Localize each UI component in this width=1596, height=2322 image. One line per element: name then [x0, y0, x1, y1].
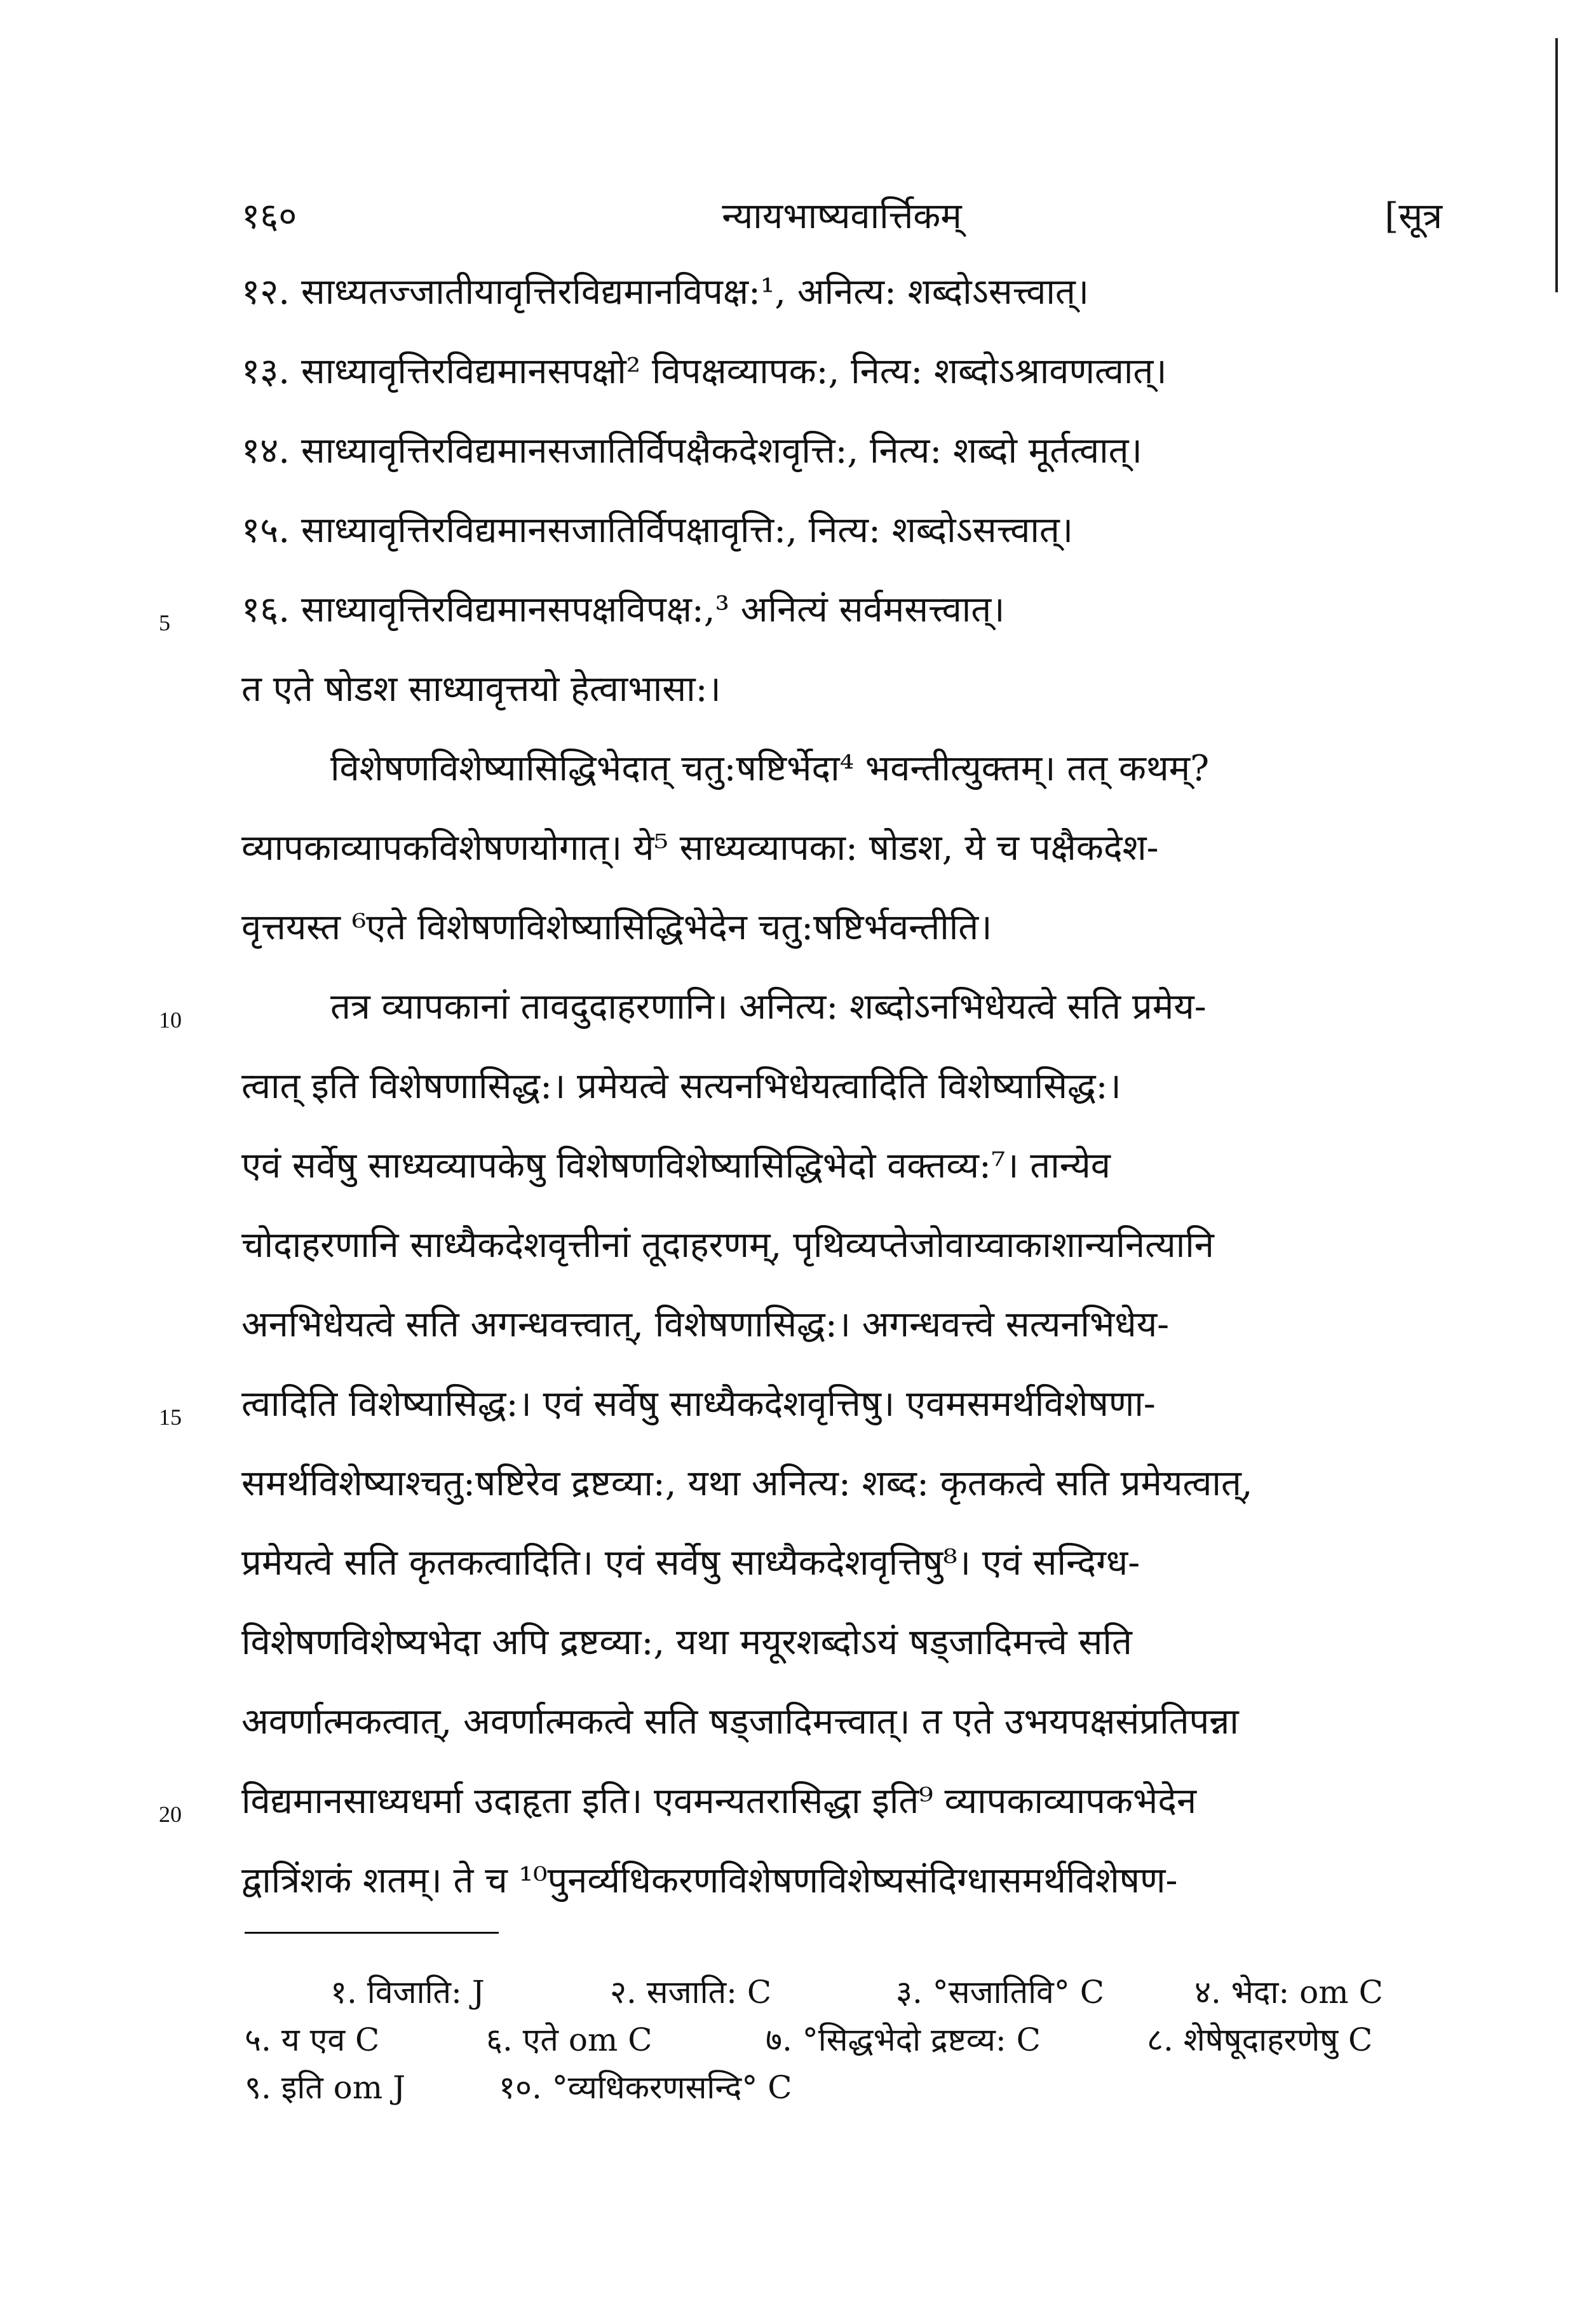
margin-line-number: 10 [159, 1007, 182, 1033]
text-line: व्यापकाव्यापकविशेषणयोगात्। ये⁵ साध्यव्यापका: षोडश, ये च पक्षैकदेश- [241, 827, 1159, 869]
footnote: ७. °सिद्धभेदो द्रष्टव्य: C [766, 2021, 1041, 2058]
footnote: ९. इति om J [245, 2069, 406, 2106]
page-number: १६० [241, 196, 297, 237]
margin-line-number: 20 [159, 1802, 182, 1827]
text-line: १३. साध्यावृत्तिरविद्यमानसपक्षो² विपक्षव्यापक:, नित्य: शब्दोऽश्रावणत्वात्। [241, 351, 1167, 392]
footnote: ६. एते om C [486, 2021, 653, 2058]
text-line: एवं सर्वेषु साध्यव्यापकेषु विशेषणविशेष्यासिद्धिभेदो वक्तव्य:⁷। तान्येव [241, 1145, 1111, 1186]
footnote: १०. °व्यधिकरणसन्दि° C [499, 2069, 792, 2106]
text-line: त एते षोडश साध्यावृत्तयो हेत्वाभासा:। [241, 669, 721, 710]
text-line: विद्यमानसाध्यधर्मा उदाहृता इति। एवमन्यतरासिद्धा इति⁹ व्यापकाव्यापकभेदेन [241, 1781, 1197, 1822]
text-line: १६. साध्यावृत्तिरविद्यमानसपक्षविपक्ष:,³ अनित्यं सर्वमसत्त्वात्। [241, 589, 1005, 630]
footnote-rule [245, 1932, 499, 1934]
footnote: ८. शेषेषूदाहरणेषु C [1147, 2021, 1373, 2058]
text-line: अवर्णात्मकत्वात्, अवर्णात्मकत्वे सति षड्जादिमत्त्वात्। त एते उभयपक्षसंप्रतिपन्ना [241, 1701, 1239, 1742]
text-line: विशेषणविशेष्यासिद्धिभेदात् चतु:षष्टिर्भेदा⁴ भवन्तीत्युक्तम्। तत् कथम्? [330, 748, 1210, 789]
text-line: तत्र व्यापकानां तावदुदाहरणानि। अनित्य: शब्दोऽनभिधेयत्वे सति प्रमेय- [330, 986, 1207, 1028]
text-line: द्वात्रिंशकं शतम्। ते च ¹⁰पुनर्व्यधिकरणविशेषणविशेष्यसंदिग्धासमर्थविशेषण- [241, 1860, 1178, 1901]
section-marker: [सूत्र [1384, 196, 1442, 237]
margin-line-number: 15 [159, 1404, 182, 1430]
text-line: १५. साध्यावृत्तिरविद्यमानसजातिर्विपक्षावृत्ति:, नित्य: शब्दोऽसत्त्वात्। [241, 510, 1074, 551]
text-line: वृत्तयस्त ⁶एते विशेषणविशेष्यासिद्धिभेदेन चतु:षष्टिर्भवन्तीति। [241, 907, 992, 948]
footnote-row [330, 1970, 1531, 2014]
text-line: अनभिधेयत्वे सति अगन्धवत्त्वात्, विशेषणासिद्ध:। अगन्धवत्त्वे सत्यनभिधेय- [241, 1304, 1170, 1345]
text-line: चोदाहरणानि साध्यैकदेशवृत्तीनां तूदाहरणम्, पृथिव्यप्तेजोवाय्वाकाशान्यनित्यानि [241, 1225, 1214, 1266]
text-line: प्रमेयत्वे सति कृतकत्वादिति। एवं सर्वेषु साध्यैकदेशवृत्तिषु⁸। एवं सन्दिग्ध- [241, 1542, 1140, 1584]
text-line: १२. साध्यतज्जातीयावृत्तिरविद्यमानविपक्ष:¹, अनित्य: शब्दोऽसत्त्वात्। [241, 271, 1090, 313]
text-line: समर्थविशेष्याश्चतु:षष्टिरेव द्रष्टव्या:, यथा अनित्य: शब्द: कृतकत्वे सति प्रमेयत्वात्, [241, 1463, 1253, 1504]
footnote: ३. °सजातिवि° C [896, 1974, 1104, 2011]
page-edge-rule [1555, 38, 1558, 292]
text-line: त्वात् इति विशेषणासिद्ध:। प्रमेयत्वे सत्यनभिधेयत्वादिति विशेष्यासिद्ध:। [241, 1066, 1121, 1107]
footnote: २. सजाति: C [610, 1974, 772, 2011]
footnote: ४. भेदा: om C [1194, 1974, 1383, 2011]
footnote: १. विजाति: J [330, 1974, 485, 2011]
footnote-row [245, 2018, 1445, 2062]
footnote: ५. य एव C [245, 2021, 380, 2058]
text-line: विशेषणविशेष्यभेदा अपि द्रष्टव्या:, यथा मयूरशब्दोऽयं षड्जादिमत्त्वे सति [241, 1622, 1132, 1663]
margin-line-number: 5 [159, 610, 170, 635]
running-title: न्यायभाष्यवार्त्तिकम् [722, 196, 962, 237]
text-line: १४. साध्यावृत्तिरविद्यमानसजातिर्विपक्षैकदेशवृत्ति:, नित्य: शब्दो मूर्तत्वात्। [241, 430, 1142, 472]
text-line: त्वादिति विशेष्यासिद्ध:। एवं सर्वेषु साध्यैकदेशवृत्तिषु। एवमसमर्थविशेषणा- [241, 1383, 1156, 1425]
page-header [241, 191, 1442, 241]
footnote-row [245, 2065, 1445, 2110]
